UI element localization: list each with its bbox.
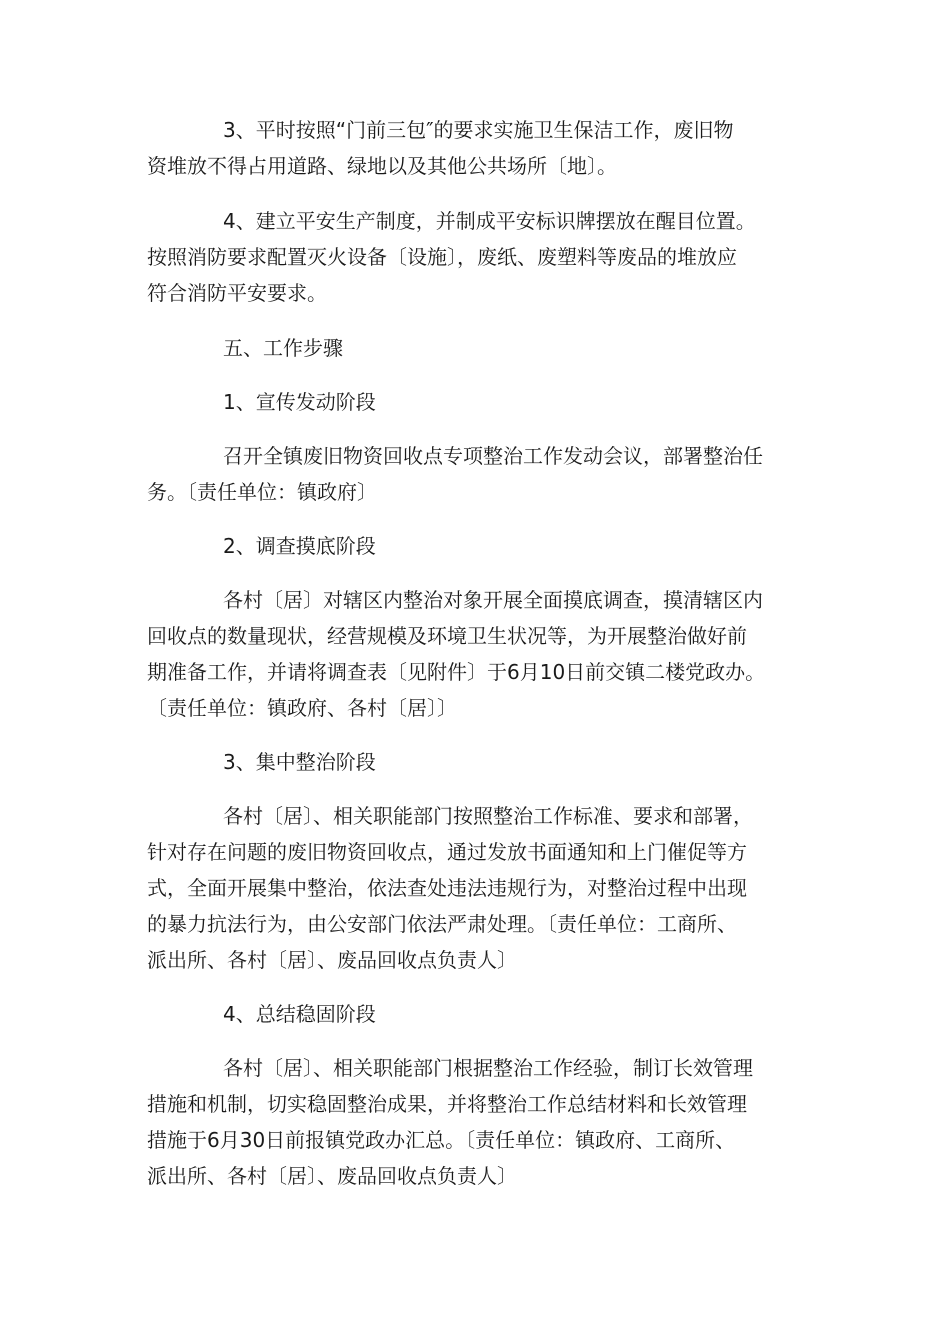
text-line: 召开全镇废旧物资回收点专项整治工作发动会议，部署整治任 xyxy=(223,444,763,468)
text-line: 各村〔居〕对辖区内整治对象开展全面摸底调查，摸清辖区内 xyxy=(223,588,763,612)
step-3-heading xyxy=(147,744,807,780)
document-body xyxy=(147,112,807,1194)
step-1-heading xyxy=(147,384,807,420)
text-line: 派出所、各村〔居〕、废品回收点负责人〕 xyxy=(147,948,517,972)
text-line: 措施于6月30日前报镇党政办汇总。〔责任单位：镇政府、工商所、 xyxy=(147,1128,736,1152)
step-4-paragraph xyxy=(147,1050,807,1194)
paragraph-item-3 xyxy=(147,112,807,184)
text-line: 资堆放不得占用道路、绿地以及其他公共场所〔地〕。 xyxy=(147,154,617,178)
text-line: 按照消防要求配置灭火设备〔设施〕，废纸、废塑料等废品的堆放应 xyxy=(147,245,737,269)
paragraph-item-4 xyxy=(147,203,807,311)
text-line: 务。〔责任单位：镇政府〕 xyxy=(147,480,377,504)
text-line: 五、工作步骤 xyxy=(223,336,343,360)
text-line: 符合消防平安要求。 xyxy=(147,281,327,305)
step-3-paragraph xyxy=(147,798,807,978)
text-line: 3、集中整治阶段 xyxy=(223,750,376,774)
text-line: 各村〔居〕、相关职能部门根据整治工作经验，制订长效管理 xyxy=(223,1056,753,1080)
text-line: 2、调查摸底阶段 xyxy=(223,534,376,558)
text-line: 期准备工作，并请将调查表〔见附件〕于6月10日前交镇二楼党政办。 xyxy=(147,660,766,684)
text-line: 式，全面开展集中整治，依法查处违法违规行为，对整治过程中出现 xyxy=(147,876,747,900)
text-line: 4、总结稳固阶段 xyxy=(223,1002,376,1026)
text-line: 〔责任单位：镇政府、各村〔居〕〕 xyxy=(147,696,457,720)
text-line: 1、宣传发动阶段 xyxy=(223,390,376,414)
text-line: 派出所、各村〔居〕、废品回收点负责人〕 xyxy=(147,1164,517,1188)
text-line: 针对存在问题的废旧物资回收点，通过发放书面通知和上门催促等方 xyxy=(147,840,747,864)
step-2-heading xyxy=(147,528,807,564)
text-line: 回收点的数量现状，经营规模及环境卫生状况等，为开展整治做好前 xyxy=(147,624,747,648)
text-line: 的暴力抗法行为，由公安部门依法严肃处理。〔责任单位：工商所、 xyxy=(147,912,737,936)
text-line: 各村〔居〕、相关职能部门按照整治工作标准、要求和部署， xyxy=(223,804,753,828)
text-line: 措施和机制，切实稳固整治成果，并将整治工作总结材料和长效管理 xyxy=(147,1092,747,1116)
step-1-paragraph xyxy=(147,438,807,510)
section-heading-work-steps xyxy=(147,330,807,366)
text-line: 3、平时按照“门前三包″的要求实施卫生保洁工作，废旧物 xyxy=(223,118,734,142)
text-line: 4、建立平安生产制度，并制成平安标识牌摆放在醒目位置。 xyxy=(223,209,756,233)
step-4-heading xyxy=(147,996,807,1032)
step-2-paragraph xyxy=(147,582,807,726)
